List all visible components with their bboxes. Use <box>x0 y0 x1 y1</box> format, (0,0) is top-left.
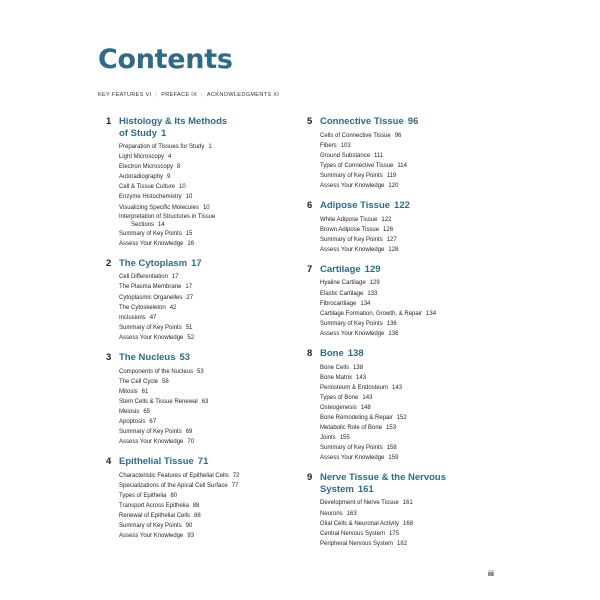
entry-page: 155 <box>339 435 350 442</box>
chapter-title[interactable] <box>119 456 306 468</box>
entry-title: Summary of Key Points <box>320 172 383 179</box>
entry-title: The Cytoskeleton <box>119 304 166 311</box>
chapter-number: 4 <box>106 456 112 468</box>
toc-entry[interactable] <box>119 172 306 182</box>
entry-title: Summary of Key Points <box>320 445 383 452</box>
entry-title: Bone Remodeling & Repair <box>320 414 393 421</box>
toc-chapter <box>307 116 527 191</box>
entry-page: 53 <box>197 368 204 375</box>
entry-title: Cartilage Formation, Growth, & Repair <box>320 310 423 317</box>
chapter-entries <box>320 363 527 464</box>
entry-page: 148 <box>360 404 371 411</box>
entry-page: 182 <box>397 540 408 547</box>
entry-page: 61 <box>141 388 149 395</box>
entry-title: Assess Your Knowledge <box>119 533 184 540</box>
entry-page: 52 <box>187 334 195 341</box>
toc-left-column <box>106 116 306 550</box>
entry-title: Inclusions <box>119 314 146 321</box>
chapter-title-line: Nerve Tissue & the Nervous <box>320 472 447 484</box>
toc-entry[interactable] <box>119 213 306 221</box>
chapter-entries <box>320 498 527 548</box>
toc-entry[interactable] <box>119 491 306 501</box>
chapter-title[interactable] <box>320 472 527 495</box>
chapter-title-line: Bone <box>320 348 344 359</box>
toc-chapter <box>307 348 527 463</box>
front-matter-item[interactable]: KEY FEATURES VI <box>98 92 152 98</box>
entry-page: 77 <box>231 482 239 489</box>
entry-title: Types of Bone <box>320 394 359 401</box>
entry-title: Summary of Key Points <box>119 429 182 436</box>
entry-page: 93 <box>187 533 195 540</box>
toc-entry[interactable] <box>119 162 306 172</box>
chapter-entries <box>119 367 306 448</box>
entry-page: 1 <box>208 144 212 150</box>
toc-entry[interactable] <box>320 453 527 463</box>
toc-entry[interactable] <box>320 161 527 171</box>
entry-title: Assess Your Knowledge <box>320 455 385 462</box>
chapter-number: 5 <box>307 116 313 127</box>
entry-page: 136 <box>388 330 399 337</box>
entry-page: 152 <box>396 414 407 421</box>
entry-title: Glial Cells & Neuronal Activity <box>320 520 400 527</box>
entry-page: 67 <box>149 418 157 425</box>
entry-title: Enzyme Histochemistry <box>119 194 182 201</box>
entry-title: Preparation of Tissues for Study <box>119 144 205 150</box>
toc-chapter <box>106 258 306 343</box>
chapter-entries <box>320 131 527 192</box>
entry-title: Fibrocartilage <box>320 300 357 307</box>
entry-page: 65 <box>143 408 151 415</box>
entry-page: 17 <box>185 284 193 291</box>
entry-page: 80 <box>170 492 178 499</box>
toc-entry[interactable] <box>320 309 527 319</box>
entry-title: Fibers <box>320 142 337 149</box>
entry-title: White Adipose Tissue <box>320 216 378 223</box>
chapter-page: 96 <box>407 116 419 127</box>
chapter-page: 17 <box>191 257 202 269</box>
chapter-page: 138 <box>347 348 364 359</box>
toc-right-column <box>307 116 527 558</box>
chapter-title-line: Epithelial Tissue <box>119 456 194 468</box>
entry-title: Assess Your Knowledge <box>119 334 184 341</box>
toc-entry[interactable] <box>119 282 306 292</box>
chapter-title[interactable] <box>320 200 527 212</box>
entry-title: Hyaline Cartilage <box>320 280 366 287</box>
entry-title: Joints <box>320 435 336 442</box>
entry-page: 175 <box>389 530 400 537</box>
toc-entry[interactable] <box>320 373 527 383</box>
toc-chapter <box>106 456 306 541</box>
toc-entry[interactable] <box>119 152 306 162</box>
entry-page: 15 <box>185 230 193 237</box>
toc-entry[interactable] <box>119 192 306 202</box>
entry-title: Electron Microscopy <box>119 164 174 171</box>
entry-title: Assess Your Knowledge <box>320 246 385 253</box>
toc-entry[interactable] <box>119 272 306 282</box>
entry-page: 119 <box>386 172 397 179</box>
entry-title: Light Microscopy <box>119 154 165 161</box>
front-matter-line <box>98 92 279 98</box>
chapter-number: 9 <box>307 472 313 484</box>
entry-page: 27 <box>186 294 194 301</box>
toc-entry[interactable] <box>320 245 527 255</box>
chapter-page: 71 <box>197 456 209 468</box>
chapter-title[interactable] <box>320 116 527 128</box>
entry-title: Summary of Key Points <box>119 230 182 237</box>
entry-title: Peripheral Nervous System <box>320 540 394 547</box>
toc-entry[interactable] <box>119 387 306 397</box>
entry-page: 143 <box>392 384 403 391</box>
entry-page: 120 <box>388 182 399 189</box>
toc-entry[interactable] <box>320 383 527 393</box>
entry-title: Assess Your Knowledge <box>119 240 184 247</box>
chapter-title[interactable] <box>119 258 306 270</box>
toc-entry[interactable] <box>119 521 306 531</box>
toc-entry[interactable] <box>320 171 527 181</box>
entry-page: 158 <box>386 445 397 452</box>
entry-page: 143 <box>356 374 367 381</box>
entry-title: Summary of Key Points <box>320 320 383 327</box>
entry-page: 153 <box>386 425 397 432</box>
entry-title: The Plasma Membrane <box>119 284 182 291</box>
toc-entry[interactable] <box>119 367 306 377</box>
toc-entry[interactable] <box>320 443 527 453</box>
toc-entry[interactable] <box>119 239 306 249</box>
entry-page: 9 <box>167 174 171 181</box>
entry-page: 143 <box>362 394 373 401</box>
chapter-page: 1 <box>161 127 167 139</box>
entry-page: 134 <box>360 300 371 307</box>
toc-entry[interactable] <box>119 323 306 333</box>
toc-entry[interactable] <box>119 303 306 313</box>
toc-entry[interactable] <box>119 407 306 417</box>
chapter-number: 3 <box>106 352 112 363</box>
entry-title: Types of Epithelia <box>119 492 167 499</box>
entry-title: Osteogenesis <box>320 404 357 411</box>
chapter-entries <box>119 142 306 249</box>
toc-entry[interactable] <box>119 333 306 343</box>
entry-page: 88 <box>194 513 201 520</box>
entry-title: Cell Differentiation <box>119 274 168 281</box>
entry-title: Transport Across Epithelia <box>119 503 189 510</box>
chapter-number: 2 <box>106 257 112 269</box>
entry-title: Autoradiography <box>119 174 164 181</box>
toc-entry[interactable] <box>320 289 527 299</box>
entry-page: 126 <box>383 226 394 233</box>
entry-page: 4 <box>168 154 172 161</box>
entry-title: The Cell Cycle <box>119 378 159 385</box>
toc-chapter <box>106 352 306 447</box>
toc-entry[interactable] <box>320 215 527 225</box>
entry-page: 42 <box>169 304 177 311</box>
toc-entry[interactable] <box>119 427 306 437</box>
entry-title: Characteristic Features of Epithelial Cells <box>119 472 229 479</box>
entry-title: Apoptosis <box>119 418 146 425</box>
chapter-page: 53 <box>179 352 191 363</box>
toc-entry[interactable] <box>320 393 527 403</box>
chapter-title[interactable] <box>119 352 306 364</box>
chapter-entries <box>320 215 527 255</box>
toc-entry[interactable] <box>320 509 527 519</box>
entry-title: Ground Substance <box>320 152 371 159</box>
entry-page: 111 <box>374 152 384 159</box>
toc-entry[interactable] <box>320 278 527 288</box>
chapter-entries <box>320 278 527 339</box>
entry-title: Bone Cells <box>320 364 350 371</box>
chapter-title-line: System <box>320 483 354 495</box>
entry-page: 163 <box>346 510 357 517</box>
toc-entry[interactable] <box>320 299 527 309</box>
entry-page: 88 <box>192 503 200 510</box>
entry-title: Bone Matrix <box>320 374 353 381</box>
entry-page: 114 <box>397 162 407 169</box>
entry-title: Assess Your Knowledge <box>320 330 385 337</box>
toc-entry[interactable] <box>320 363 527 373</box>
entry-page: 8 <box>177 164 181 171</box>
entry-title: Summary of Key Points <box>119 523 182 530</box>
chapter-page: 161 <box>357 483 374 495</box>
chapter-title[interactable] <box>320 264 527 276</box>
toc-entry[interactable] <box>320 413 527 423</box>
entry-page: 47 <box>149 314 157 321</box>
chapter-number: 7 <box>307 263 313 275</box>
front-matter-item[interactable]: PREFACE IX <box>161 92 198 98</box>
toc-entry[interactable] <box>119 293 306 303</box>
toc-entry[interactable] <box>119 437 306 447</box>
chapter-title-line: Connective Tissue <box>320 116 404 127</box>
entry-page: 63 <box>201 398 209 405</box>
toc-chapter <box>106 116 306 249</box>
entry-page: 159 <box>388 455 399 462</box>
entry-title: Summary of Key Points <box>320 236 383 243</box>
toc-entry[interactable] <box>320 131 527 141</box>
entry-page: 14 <box>158 221 165 228</box>
chapter-number: 8 <box>307 348 313 359</box>
front-matter-separator: | <box>155 92 158 98</box>
chapter-entries <box>119 272 306 343</box>
entry-title: Elastic Cartilage <box>320 290 364 297</box>
chapter-title[interactable] <box>119 116 306 139</box>
entry-title: Development of Nerve Tissue <box>320 500 399 507</box>
toc-chapter <box>307 200 527 255</box>
entry-title: Visualizing Specific Molecules <box>119 204 199 211</box>
entry-page: 129 <box>369 280 380 287</box>
toc-chapter <box>307 472 527 548</box>
entry-title: Periosteum & Endosteum <box>320 384 389 391</box>
toc-entry[interactable] <box>320 235 527 245</box>
entry-page: 127 <box>386 236 397 243</box>
entry-page: 96 <box>394 132 402 139</box>
toc-entry-continuation[interactable] <box>119 221 306 229</box>
toc-entry[interactable] <box>119 182 306 192</box>
entry-page: 10 <box>202 204 210 211</box>
chapter-title-line: The Nucleus <box>119 352 176 363</box>
entry-title: Central Nervous System <box>320 530 386 537</box>
front-matter-separator: | <box>201 92 203 98</box>
toc-entry[interactable] <box>119 377 306 387</box>
toc-entry[interactable] <box>119 471 306 481</box>
entry-title: Specializations of the Apical Cell Surface <box>119 482 228 489</box>
toc-entry[interactable] <box>320 519 527 529</box>
entry-title: Interpretation of Structures in Tissue <box>119 213 216 220</box>
toc-entry[interactable] <box>119 229 306 239</box>
toc-entry[interactable] <box>119 511 306 521</box>
chapter-title-line: The Cytoplasm <box>119 257 188 269</box>
toc-entry[interactable] <box>119 501 306 511</box>
entry-page: 122 <box>381 216 392 223</box>
toc-entry[interactable] <box>320 539 527 549</box>
entry-page: 51 <box>185 324 193 331</box>
toc-entry[interactable] <box>119 481 306 491</box>
toc-entry[interactable] <box>119 313 306 323</box>
entry-title-continued: Sections <box>131 221 155 228</box>
toc-entry[interactable] <box>119 203 306 213</box>
toc-entry[interactable] <box>119 417 306 427</box>
chapter-title-line: Cartilage <box>320 263 361 275</box>
entry-title: Mitosis <box>119 388 138 395</box>
chapter-title-line: Histology & Its Methods <box>119 116 228 127</box>
chapter-number: 6 <box>307 200 313 212</box>
toc-entry[interactable] <box>320 403 527 413</box>
front-matter-item[interactable]: ACKNOWLEDGMENTS XI <box>206 92 280 98</box>
entry-title: Assess Your Knowledge <box>119 439 184 446</box>
toc-entry[interactable] <box>320 433 527 443</box>
page-title: Contents <box>98 44 233 75</box>
toc-entry[interactable] <box>119 142 306 152</box>
entry-title: Summary of Key Points <box>119 324 182 331</box>
chapter-page: 129 <box>364 263 381 275</box>
entry-page: 103 <box>340 142 351 149</box>
entry-page: 70 <box>187 439 195 446</box>
chapter-title-line: of Study <box>119 127 157 139</box>
toc-entry[interactable] <box>119 397 306 407</box>
entry-page: 90 <box>185 523 193 530</box>
page-number: iii <box>488 571 494 578</box>
entry-title: Metabolic Role of Bone <box>320 425 383 432</box>
entry-title: Renewal of Epithelial Cells <box>119 513 191 520</box>
entry-title: Assess Your Knowledge <box>320 182 385 189</box>
entry-page: 136 <box>386 320 397 327</box>
toc-entry[interactable] <box>320 329 527 339</box>
entry-page: 134 <box>426 310 437 317</box>
entry-title: Components of the Nucleus <box>119 368 194 375</box>
toc-entry[interactable] <box>320 151 527 161</box>
entry-page: 69 <box>185 429 193 436</box>
toc-entry[interactable] <box>320 423 527 433</box>
entry-title: Cells of Connective Tissue <box>320 132 391 139</box>
toc-entry[interactable] <box>320 141 527 151</box>
toc-entry[interactable] <box>119 531 306 541</box>
entry-page: 16 <box>187 240 195 247</box>
entry-title: Stem Cells & Tissue Renewal <box>119 398 198 405</box>
chapter-entries <box>119 471 306 542</box>
entry-title: Cell & Tissue Culture <box>119 184 176 191</box>
entry-page: 138 <box>353 364 364 371</box>
entry-page: 72 <box>232 472 240 479</box>
chapter-number: 1 <box>106 116 112 127</box>
chapter-title[interactable] <box>320 348 527 360</box>
entry-page: 161 <box>402 500 413 507</box>
entry-page: 168 <box>403 520 414 527</box>
entry-title: Brown Adipose Tissue <box>320 226 380 233</box>
toc-entry[interactable] <box>320 529 527 539</box>
entry-page: 10 <box>179 184 186 191</box>
entry-page: 133 <box>367 290 378 297</box>
entry-page: 10 <box>185 194 193 201</box>
entry-title: Meiosis <box>119 408 140 415</box>
entry-title: Types of Connective Tissue <box>320 162 394 169</box>
toc-entry[interactable] <box>320 225 527 235</box>
toc-entry[interactable] <box>320 498 527 508</box>
toc-chapter <box>307 264 527 339</box>
entry-page: 128 <box>388 246 399 253</box>
chapter-page: 122 <box>394 200 410 212</box>
toc-entry[interactable] <box>320 181 527 191</box>
entry-page: 58 <box>162 378 169 385</box>
entry-page: 17 <box>171 274 179 281</box>
entry-title: Neurons <box>320 510 343 517</box>
entry-title: Cytoplasmic Organelles <box>119 294 183 301</box>
toc-entry[interactable] <box>320 319 527 329</box>
chapter-title-line: Adipose Tissue <box>320 200 391 212</box>
